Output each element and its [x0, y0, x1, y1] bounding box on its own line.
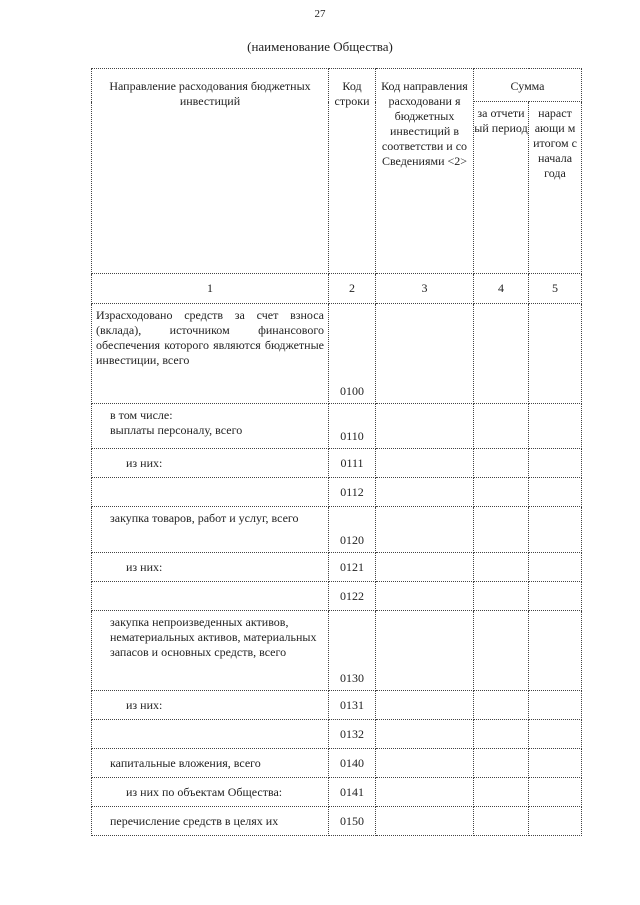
row-code: 0141	[329, 778, 376, 807]
row-description-line: в том числе:	[110, 408, 173, 422]
empty-cell	[376, 449, 474, 478]
row-description	[92, 582, 329, 611]
empty-cell	[474, 582, 529, 611]
row-code: 0121	[329, 553, 376, 582]
row-code: 0100	[329, 304, 376, 404]
empty-cell	[474, 807, 529, 836]
empty-cell	[474, 720, 529, 749]
header-direction-code: Код направления расходовани я бюджетных инвестиций в соответстви и со Сведениями <2>	[376, 69, 474, 274]
row-code: 0122	[329, 582, 376, 611]
row-code: 0110	[329, 404, 376, 449]
empty-cell	[376, 807, 474, 836]
empty-cell	[376, 749, 474, 778]
column-number: 1	[92, 274, 329, 304]
empty-cell	[529, 807, 582, 836]
page-number: 27	[314, 8, 326, 20]
row-code: 0111	[329, 449, 376, 478]
row-code: 0132	[329, 720, 376, 749]
empty-cell	[529, 582, 582, 611]
empty-cell	[474, 304, 529, 404]
empty-cell	[474, 749, 529, 778]
row-description: из них:	[92, 449, 329, 478]
header-sum-cumulative: нараст ающи м итогом с начала года	[529, 102, 582, 274]
row-description-line: выплаты персоналу, всего	[110, 423, 243, 437]
empty-cell	[376, 611, 474, 691]
column-number: 3	[376, 274, 474, 304]
row-description	[92, 720, 329, 749]
empty-cell	[474, 507, 529, 553]
table-row	[92, 404, 582, 449]
empty-cell	[474, 553, 529, 582]
row-description: закупка товаров, работ и услуг, всего	[92, 507, 329, 553]
empty-cell	[376, 304, 474, 404]
row-description: из них:	[92, 553, 329, 582]
row-description	[92, 478, 329, 507]
empty-cell	[376, 778, 474, 807]
table-row	[92, 553, 582, 582]
row-code: 0140	[329, 749, 376, 778]
empty-cell	[529, 404, 582, 449]
header-line-code: Код строки	[329, 69, 376, 274]
column-number: 2	[329, 274, 376, 304]
column-number: 5	[529, 274, 582, 304]
row-description	[92, 404, 329, 449]
column-number: 4	[474, 274, 529, 304]
table-row	[92, 691, 582, 720]
table-row	[92, 720, 582, 749]
investment-expenditure-table	[91, 68, 582, 836]
empty-cell	[376, 691, 474, 720]
row-code: 0131	[329, 691, 376, 720]
table-row	[92, 304, 582, 404]
row-description: перечисление средств в целях их	[92, 807, 329, 836]
table-row	[92, 807, 582, 836]
empty-cell	[376, 553, 474, 582]
empty-cell	[529, 611, 582, 691]
header-direction: Направление расходования бюджетных инвестиций	[92, 69, 329, 274]
header-sum-period: за отчети ый период	[474, 102, 529, 274]
empty-cell	[474, 404, 529, 449]
row-description: из них:	[92, 691, 329, 720]
empty-cell	[474, 611, 529, 691]
empty-cell	[474, 449, 529, 478]
table-row	[92, 749, 582, 778]
empty-cell	[376, 720, 474, 749]
empty-cell	[376, 404, 474, 449]
row-description: капитальные вложения, всего	[92, 749, 329, 778]
empty-cell	[529, 304, 582, 404]
empty-cell	[376, 478, 474, 507]
empty-cell	[529, 507, 582, 553]
row-code: 0120	[329, 507, 376, 553]
row-description: Израсходовано средств за счет взноса (вклада), источником финансового обеспечения которого являются бюджетные инвестиции, всего	[92, 304, 329, 404]
table-row	[92, 582, 582, 611]
empty-cell	[529, 449, 582, 478]
empty-cell	[529, 691, 582, 720]
table-row	[92, 611, 582, 691]
empty-cell	[529, 553, 582, 582]
empty-cell	[376, 507, 474, 553]
row-code: 0130	[329, 611, 376, 691]
table-row	[92, 449, 582, 478]
header-sum: Сумма	[474, 69, 582, 102]
empty-cell	[376, 582, 474, 611]
organization-caption: (наименование Общества)	[247, 39, 393, 54]
empty-cell	[529, 778, 582, 807]
empty-cell	[529, 478, 582, 507]
empty-cell	[474, 478, 529, 507]
row-description: закупка непроизведенных активов, нематериальных активов, материальных запасов и основных средств, всего	[92, 611, 329, 691]
table-row	[92, 507, 582, 553]
row-description: из них по объектам Общества:	[92, 778, 329, 807]
empty-cell	[529, 720, 582, 749]
empty-cell	[529, 749, 582, 778]
table-row	[92, 478, 582, 507]
row-code: 0150	[329, 807, 376, 836]
row-code: 0112	[329, 478, 376, 507]
empty-cell	[474, 778, 529, 807]
empty-cell	[474, 691, 529, 720]
table-row	[92, 778, 582, 807]
